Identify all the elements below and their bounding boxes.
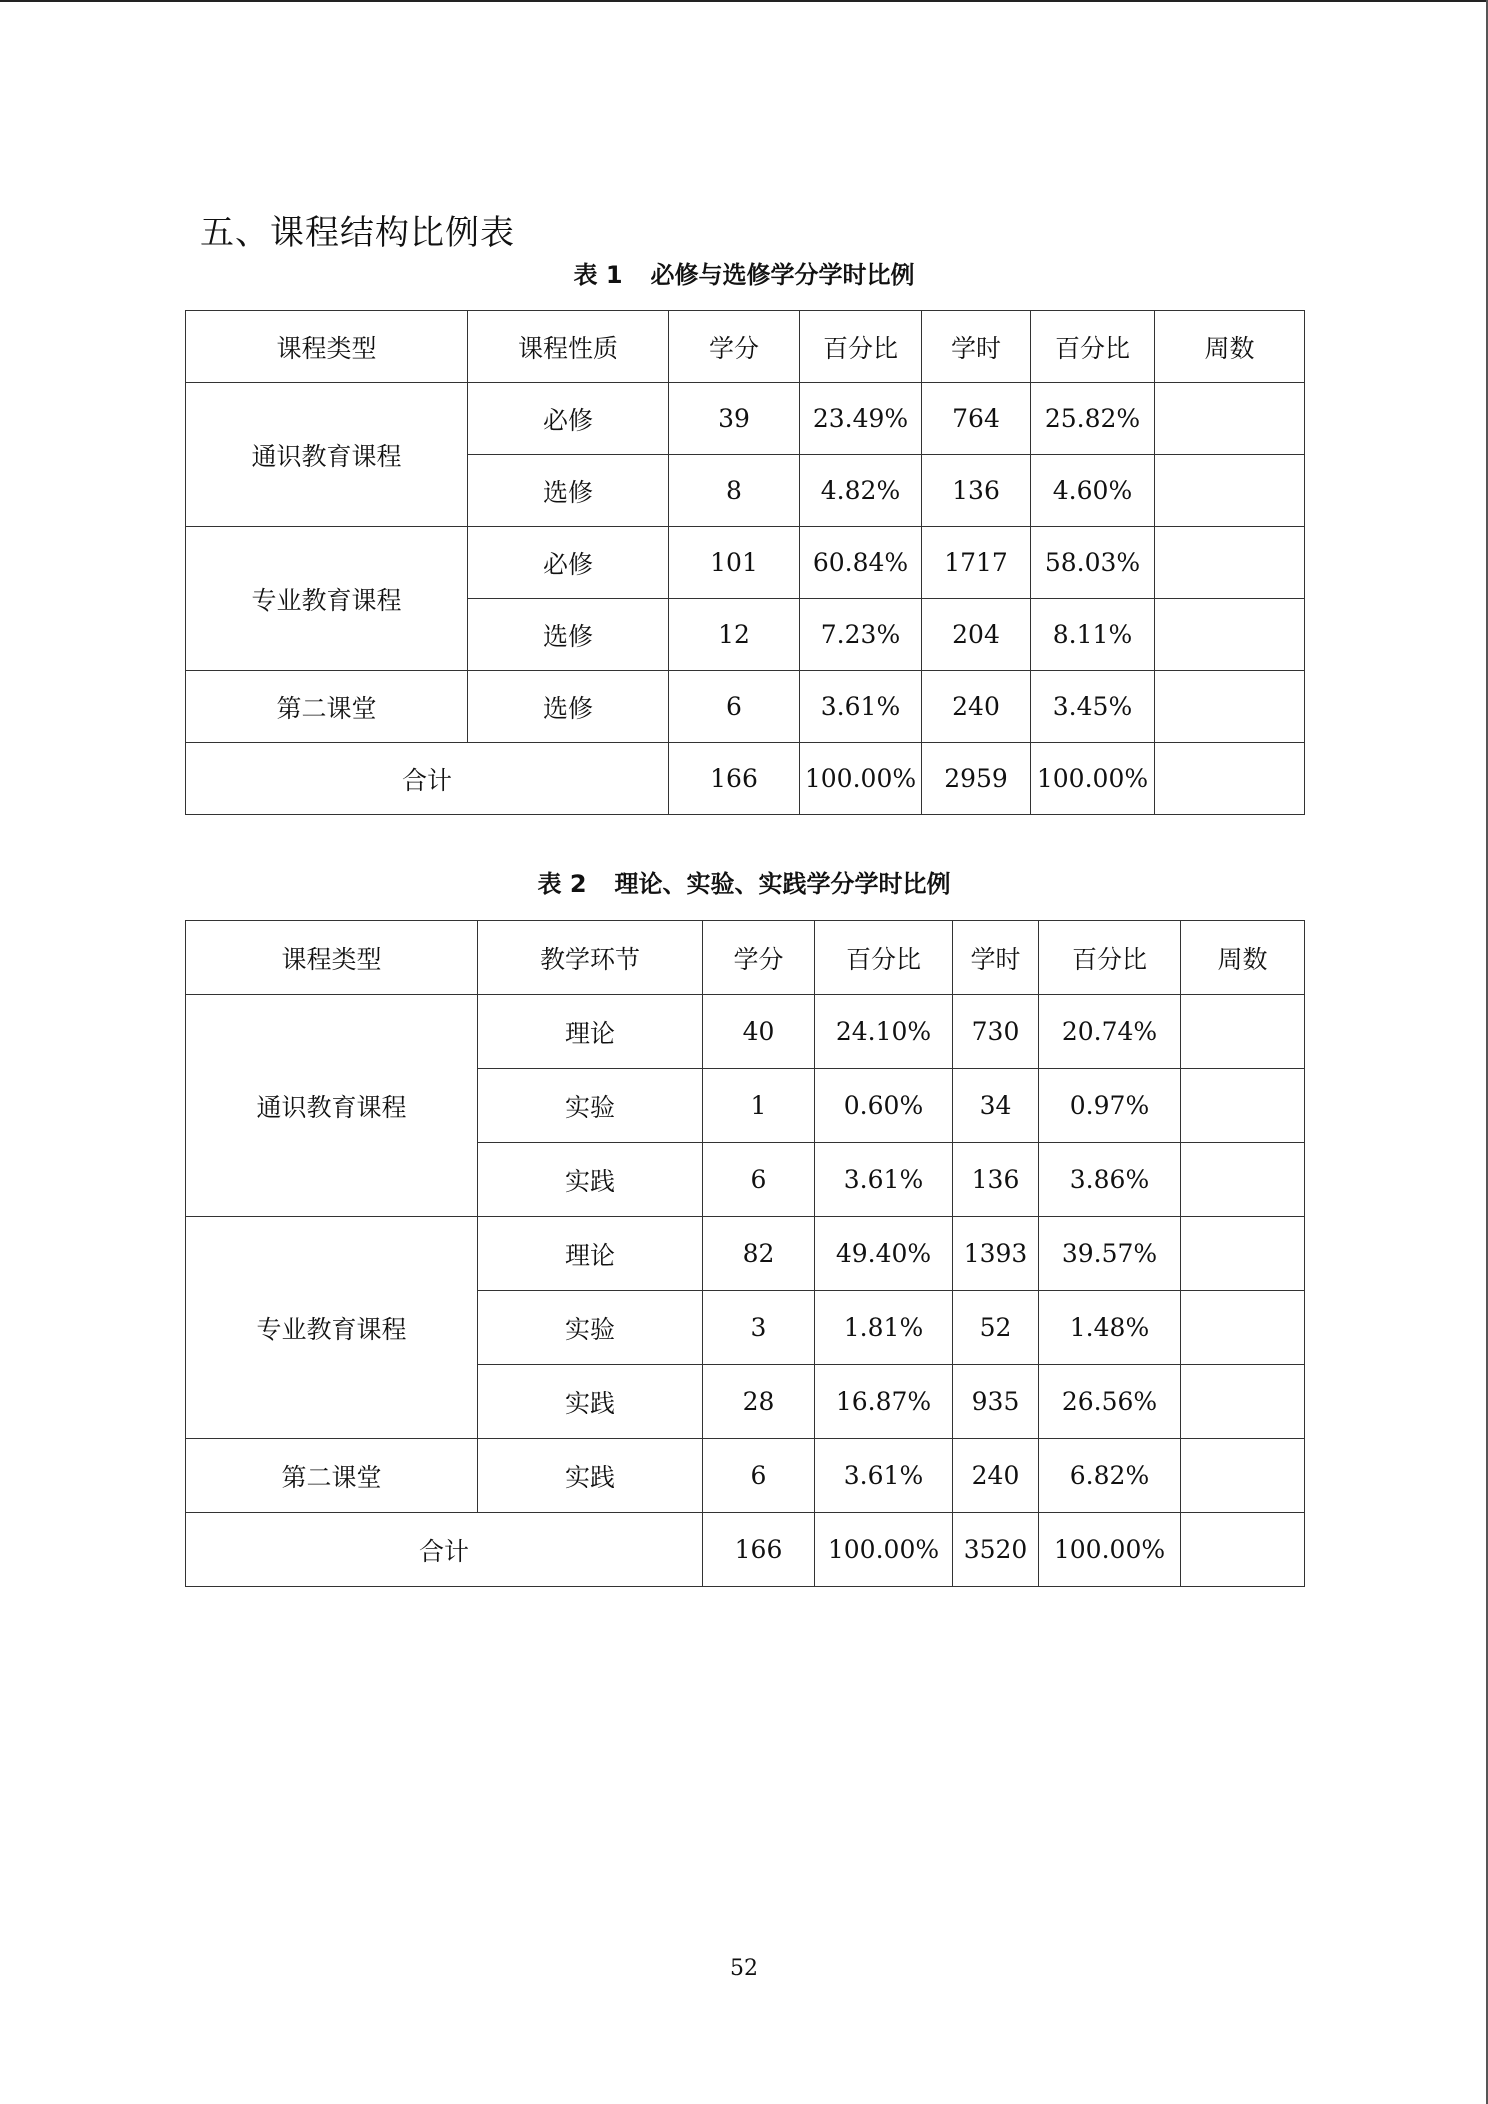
hour-percent-cell: 8.11% <box>1031 599 1155 671</box>
course-type-cell: 专业教育课程 <box>186 527 468 671</box>
credits-cell: 3 <box>703 1291 815 1365</box>
column-header: 学时 <box>922 311 1031 383</box>
credits-cell: 166 <box>703 1513 815 1587</box>
hours-cell: 2959 <box>922 743 1031 815</box>
weeks-cell <box>1155 527 1305 599</box>
teaching-stage-cell: 理论 <box>478 1217 703 1291</box>
column-header: 教学环节 <box>478 921 703 995</box>
column-header: 周数 <box>1155 311 1305 383</box>
credit-percent-cell: 100.00% <box>815 1513 953 1587</box>
table-header-row <box>186 921 1305 995</box>
hours-cell: 240 <box>953 1439 1039 1513</box>
table1-caption <box>184 259 1304 291</box>
course-type-cell: 通识教育课程 <box>186 995 478 1217</box>
hour-percent-cell: 4.60% <box>1031 455 1155 527</box>
credits-cell: 8 <box>669 455 800 527</box>
table-row <box>186 383 1305 455</box>
table-row <box>186 527 1305 599</box>
hour-percent-cell: 3.45% <box>1031 671 1155 743</box>
course-nature-cell: 必修 <box>468 527 669 599</box>
credit-percent-cell: 3.61% <box>815 1439 953 1513</box>
weeks-cell <box>1181 1143 1305 1217</box>
course-type-cell: 通识教育课程 <box>186 383 468 527</box>
hour-percent-cell: 100.00% <box>1039 1513 1181 1587</box>
table2-caption-text: 理论、实验、实践学分学时比例 <box>614 870 951 898</box>
table-total-row <box>186 1513 1305 1587</box>
credits-cell: 6 <box>703 1439 815 1513</box>
hour-percent-cell: 1.48% <box>1039 1291 1181 1365</box>
page-top-border <box>0 0 1488 2</box>
credits-cell: 40 <box>703 995 815 1069</box>
credit-percent-cell: 49.40% <box>815 1217 953 1291</box>
course-nature-cell: 选修 <box>468 455 669 527</box>
hours-cell: 935 <box>953 1365 1039 1439</box>
hour-percent-cell: 6.82% <box>1039 1439 1181 1513</box>
weeks-cell <box>1155 599 1305 671</box>
table-row <box>186 995 1305 1069</box>
course-nature-cell: 选修 <box>468 599 669 671</box>
course-type-cell: 第二课堂 <box>186 1439 478 1513</box>
column-header: 学分 <box>669 311 800 383</box>
hours-cell: 136 <box>953 1143 1039 1217</box>
page-number: 52 <box>730 1956 758 1981</box>
credits-cell: 6 <box>703 1143 815 1217</box>
teaching-stage-cell: 实验 <box>478 1291 703 1365</box>
table2-teaching-stage-ratio <box>185 920 1305 1587</box>
hour-percent-cell: 0.97% <box>1039 1069 1181 1143</box>
column-header: 百分比 <box>815 921 953 995</box>
table-row <box>186 671 1305 743</box>
weeks-cell <box>1181 1069 1305 1143</box>
teaching-stage-cell: 实践 <box>478 1439 703 1513</box>
credit-percent-cell: 7.23% <box>800 599 922 671</box>
weeks-cell <box>1155 455 1305 527</box>
teaching-stage-cell: 实验 <box>478 1069 703 1143</box>
hours-cell: 240 <box>922 671 1031 743</box>
weeks-cell <box>1181 995 1305 1069</box>
credit-percent-cell: 100.00% <box>800 743 922 815</box>
table1-credit-hour-ratio <box>185 310 1305 815</box>
column-header: 周数 <box>1181 921 1305 995</box>
course-nature-cell: 选修 <box>468 671 669 743</box>
hour-percent-cell: 58.03% <box>1031 527 1155 599</box>
hours-cell: 730 <box>953 995 1039 1069</box>
credit-percent-cell: 60.84% <box>800 527 922 599</box>
weeks-cell <box>1181 1217 1305 1291</box>
hour-percent-cell: 26.56% <box>1039 1365 1181 1439</box>
credit-percent-cell: 16.87% <box>815 1365 953 1439</box>
credit-percent-cell: 3.61% <box>815 1143 953 1217</box>
weeks-cell <box>1181 1365 1305 1439</box>
hours-cell: 136 <box>922 455 1031 527</box>
teaching-stage-cell: 理论 <box>478 995 703 1069</box>
hours-cell: 3520 <box>953 1513 1039 1587</box>
column-header: 百分比 <box>1039 921 1181 995</box>
credits-cell: 12 <box>669 599 800 671</box>
hours-cell: 34 <box>953 1069 1039 1143</box>
hours-cell: 1393 <box>953 1217 1039 1291</box>
column-header: 课程类型 <box>186 311 468 383</box>
weeks-cell <box>1181 1439 1305 1513</box>
teaching-stage-cell: 实践 <box>478 1365 703 1439</box>
column-header: 课程性质 <box>468 311 669 383</box>
hour-percent-cell: 20.74% <box>1039 995 1181 1069</box>
hour-percent-cell: 100.00% <box>1031 743 1155 815</box>
hours-cell: 764 <box>922 383 1031 455</box>
credits-cell: 39 <box>669 383 800 455</box>
hours-cell: 1717 <box>922 527 1031 599</box>
hour-percent-cell: 39.57% <box>1039 1217 1181 1291</box>
column-header: 学时 <box>953 921 1039 995</box>
credits-cell: 82 <box>703 1217 815 1291</box>
weeks-cell <box>1155 383 1305 455</box>
table2-caption <box>184 868 1304 900</box>
table-row <box>186 1217 1305 1291</box>
hours-cell: 204 <box>922 599 1031 671</box>
credit-percent-cell: 1.81% <box>815 1291 953 1365</box>
weeks-cell <box>1155 671 1305 743</box>
total-label-cell: 合计 <box>186 1513 703 1587</box>
credit-percent-cell: 0.60% <box>815 1069 953 1143</box>
course-type-cell: 专业教育课程 <box>186 1217 478 1439</box>
credit-percent-cell: 23.49% <box>800 383 922 455</box>
hour-percent-cell: 3.86% <box>1039 1143 1181 1217</box>
credits-cell: 166 <box>669 743 800 815</box>
weeks-cell <box>1181 1513 1305 1587</box>
credit-percent-cell: 24.10% <box>815 995 953 1069</box>
total-label-cell: 合计 <box>186 743 669 815</box>
credits-cell: 101 <box>669 527 800 599</box>
credits-cell: 28 <box>703 1365 815 1439</box>
teaching-stage-cell: 实践 <box>478 1143 703 1217</box>
table-row <box>186 1439 1305 1513</box>
column-header: 百分比 <box>1031 311 1155 383</box>
column-header: 百分比 <box>800 311 922 383</box>
column-header: 课程类型 <box>186 921 478 995</box>
weeks-cell <box>1181 1291 1305 1365</box>
credit-percent-cell: 4.82% <box>800 455 922 527</box>
credits-cell: 6 <box>669 671 800 743</box>
table2-caption-number: 表 2 <box>537 870 587 898</box>
column-header: 学分 <box>703 921 815 995</box>
table-total-row <box>186 743 1305 815</box>
table1-caption-text: 必修与选修学分学时比例 <box>650 261 915 289</box>
table1-caption-number: 表 1 <box>573 261 623 289</box>
weeks-cell <box>1155 743 1305 815</box>
credits-cell: 1 <box>703 1069 815 1143</box>
hour-percent-cell: 25.82% <box>1031 383 1155 455</box>
course-nature-cell: 必修 <box>468 383 669 455</box>
table-header-row <box>186 311 1305 383</box>
section-title: 五、课程结构比例表 <box>200 213 515 253</box>
credit-percent-cell: 3.61% <box>800 671 922 743</box>
hours-cell: 52 <box>953 1291 1039 1365</box>
course-type-cell: 第二课堂 <box>186 671 468 743</box>
